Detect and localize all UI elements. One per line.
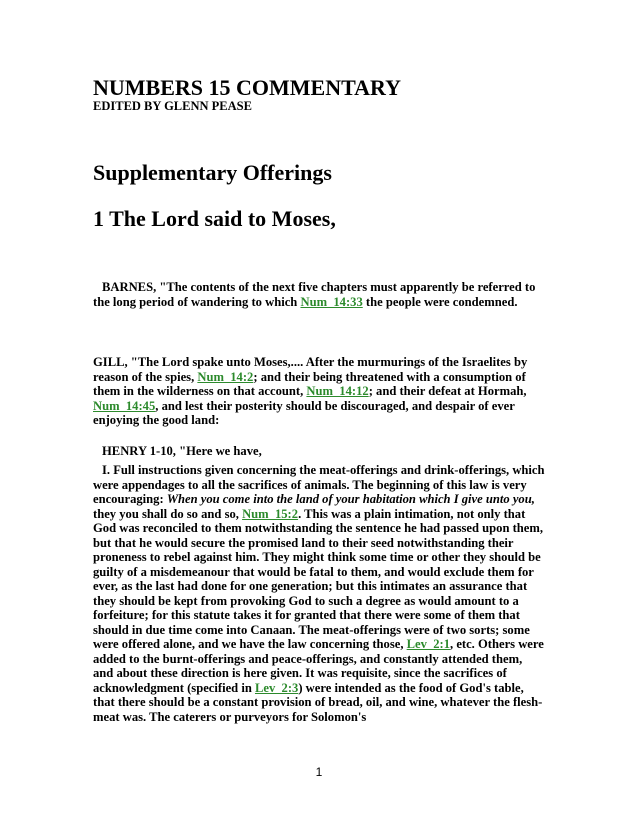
editor-credit: EDITED BY GLENN PEASE (93, 99, 252, 113)
barnes-text-2: the people were condemned. (362, 294, 518, 309)
scripture-link-num-15-2[interactable]: Num_15:2 (242, 506, 299, 521)
gill-text-3: ; and their defeat at Hormah, (368, 384, 527, 398)
barnes-text-1: BARNES, "The contents of the next five chapters must apparently be referred to the long period of wandering to which (93, 280, 536, 309)
page-number: 1 (315, 765, 323, 779)
henry-paragraph (93, 463, 545, 724)
henry-text-4: , etc. Others were added to the burnt-offerings and peace-offerings, and constantly attended them, and about these direction is here given. It was requisite, since the sacrifices of acknowledgment (specified in (93, 637, 544, 695)
henry-emphasis: When you come into the land of your habitation which I give unto you, (166, 492, 535, 506)
scripture-link-num-14-33[interactable]: Num_14:33 (300, 294, 363, 309)
henry-intro: HENRY 1-10, "Here we have, (102, 444, 262, 458)
verse-heading: 1 The Lord said to Moses, (93, 206, 336, 231)
gill-paragraph (93, 355, 545, 428)
scripture-link-lev-2-1[interactable]: Lev_2:1 (406, 637, 451, 651)
scripture-link-num-14-45[interactable]: Num_14:45 (93, 398, 156, 413)
henry-text-2: they you shall do so and so, (93, 506, 243, 521)
scripture-link-num-14-2[interactable]: Num_14:2 (197, 369, 254, 384)
scripture-link-lev-2-3[interactable]: Lev_2:3 (254, 680, 299, 695)
gill-text-2: ; and their being threatened with a consumption of them in the wilderness on that account, (93, 369, 526, 398)
henry-text-1: I. Full instructions given concerning the meat-offerings and drink-offerings, which were appendages to all the sacrifices of animals. The beginning of this law is very encouraging: (93, 463, 545, 506)
page-title: NUMBERS 15 COMMENTARY (93, 75, 402, 100)
section-heading: Supplementary Offerings (93, 160, 332, 185)
henry-text-5: ) were intended as the food of God's table, that there should be a constant provision of bread, oil, and wine, whatever the flesh-meat was. The caterers or purveyors for Solomon's (93, 680, 543, 724)
gill-text-1: GILL, "The Lord spake unto Moses,.... After the murmurings of the Israelites by reason of the spies, (93, 355, 528, 384)
henry-text-3: . This was a plain intimation, not only that God was reconciled to them notwithstanding the sentence he had passed upon them, but that he would secure the promised land to their seed notwithstanding their proneness to rebel against him. They might think some time or other they should be guilty of a misdemeanour that would be fatal to them, and would exclude them for ever, as the last had done for one generation; but this intimates an assurance that they should be kept from provoking God to such a degree as would amount to a forfeiture; for this statute takes it for granted that there were some of them that should in due time come into Canaan. The meat-offerings were of two sorts; some were offered alone, and we have the law concerning those, (93, 506, 544, 651)
barnes-paragraph (93, 280, 545, 309)
gill-text-4: , and lest their posterity should be discouraged, and despair of ever enjoying the good land: (93, 398, 515, 427)
scripture-link-num-14-12[interactable]: Num_14:12 (306, 384, 369, 398)
